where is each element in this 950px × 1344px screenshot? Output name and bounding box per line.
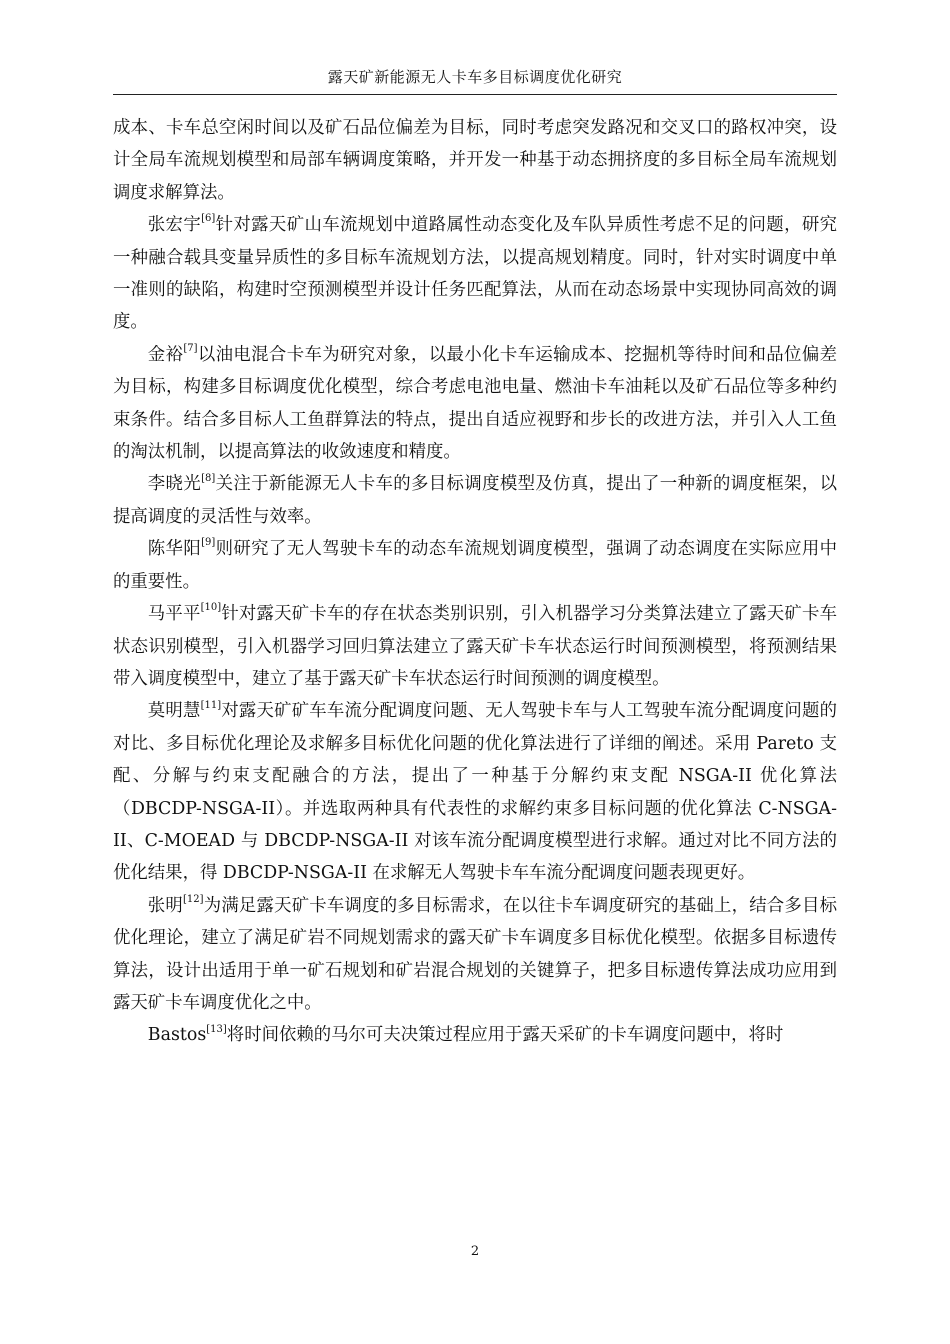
- cited-author: 李晓光: [147, 474, 202, 495]
- paragraph-jin-yu: [113, 339, 837, 469]
- paragraph-text: 以油电混合卡车为研究对象，以最小化卡车运输成本、挖掘机等待时间和品位偏差为目标，构建多目标调度优化模型，综合考虑电池电量、燃油卡车油耗以及矿石品位等多种约束条件。结合多目标人工鱼群算法的特点，提出自适应视野和步长的改进方法，并引入人工鱼的淘汰机制，以提高算法的收敛速度和精度。: [113, 344, 837, 463]
- citation-ref: [9]: [201, 537, 216, 549]
- running-header: 露天矿新能源无人卡车多目标调度优化研究: [113, 66, 837, 95]
- cited-author: Bastos: [147, 1025, 207, 1046]
- cited-author: 莫明慧: [147, 701, 201, 722]
- paragraph-text: 针对露天矿山车流规划中道路属性动态变化及车队异质性考虑不足的问题，研究一种融合载具变量异质性的多目标车流规划方法，以提高规划精度。同时，针对实时调度中单一准则的缺陷，构建时空预测模型并设计任务匹配算法，从而在动态场景中实现协同高效的调度。: [113, 215, 837, 333]
- citation-ref: [8]: [201, 472, 216, 484]
- paragraph-text: 关注于新能源无人卡车的多目标调度模型及仿真，提出了一种新的调度框架，以提高调度的灵活性与效率。: [113, 474, 837, 527]
- cited-author: 张宏宇: [147, 215, 202, 236]
- cited-author: 马平平: [147, 604, 201, 625]
- paragraph-continuation: [113, 112, 837, 209]
- paragraph-text: 为满足露天矿卡车调度的多目标需求，在以往卡车调度研究的基础上，结合多目标优化理论，建立了满足矿岩不同规划需求的露天矿卡车调度多目标优化模型。依据多目标遗传算法，设计出适用于单一矿石规划和矿岩混合规划的关键算子，把多目标遗传算法成功应用到露天矿卡车调度优化之中。: [113, 895, 837, 1013]
- paragraph-text: 将时间依赖的马尔可夫决策过程应用于露天采矿的卡车调度问题中，将时: [226, 1025, 784, 1046]
- paragraph-text: 针对露天矿卡车的存在状态类别识别，引入机器学习分类算法建立了露天矿卡车状态识别模型，引入机器学习回归算法建立了露天矿卡车状态运行时间预测模型，将预测结果带入调度模型中，建立了基于露天矿卡车状态运行时间预测的调度模型。: [113, 604, 837, 689]
- citation-ref: [6]: [201, 213, 216, 225]
- paragraph-bastos: [113, 1019, 837, 1051]
- cited-author: 张明: [147, 895, 183, 916]
- paragraph-mo-minghui: [113, 695, 837, 889]
- cited-author: 陈华阳: [147, 539, 202, 560]
- paragraph-chen-huayang: [113, 533, 837, 598]
- citation-ref: [10]: [200, 602, 222, 614]
- body-text: [113, 112, 837, 1052]
- citation-ref: [7]: [183, 343, 198, 355]
- citation-ref: [12]: [183, 893, 204, 905]
- paragraph-li-xiaoguang: [113, 468, 837, 533]
- citation-ref: [11]: [200, 699, 222, 711]
- paragraph-zhang-hongyu: [113, 209, 837, 339]
- page-number: 2: [470, 1244, 480, 1259]
- paragraph-text: 则研究了无人驾驶卡车的动态车流规划调度模型，强调了动态调度在实际应用中的重要性。: [113, 539, 837, 592]
- citation-ref: [13]: [206, 1023, 227, 1035]
- paragraph-text: 成本、卡车总空闲时间以及矿石品位偏差为目标，同时考虑突发路况和交叉口的路权冲突，设计全局车流规划模型和局部车辆调度策略，并开发一种基于动态拥挤度的多目标全局车流规划调度求解算法。: [113, 118, 837, 203]
- paragraph-zhang-ming: [113, 890, 837, 1020]
- cited-author: 金裕: [147, 344, 184, 365]
- paragraph-ma-pingping: [113, 598, 837, 695]
- paragraph-text: 对露天矿矿车车流分配调度问题、无人驾驶卡车与人工驾驶车流分配调度问题的对比、多目标优化理论及求解多目标优化问题的优化算法进行了详细的阐述。采用 Pareto 支配、分解与约束支配融合的方法，提出了一种基于分解约束支配 NSGA-II 优化算法（DBCDP-NSGA-II）。并选取两种具有代表性的求解约束多目标问题的优化算法 C-NSGA-II、C-MOEAD 与 DBCDP-NSGA-II 对该车流分配调度模型进行求解。通过对比不同方法的优化结果，得 DBCDP-NSGA-II 在求解无人驾驶卡车车流分配调度问题表现更好。: [113, 701, 837, 884]
